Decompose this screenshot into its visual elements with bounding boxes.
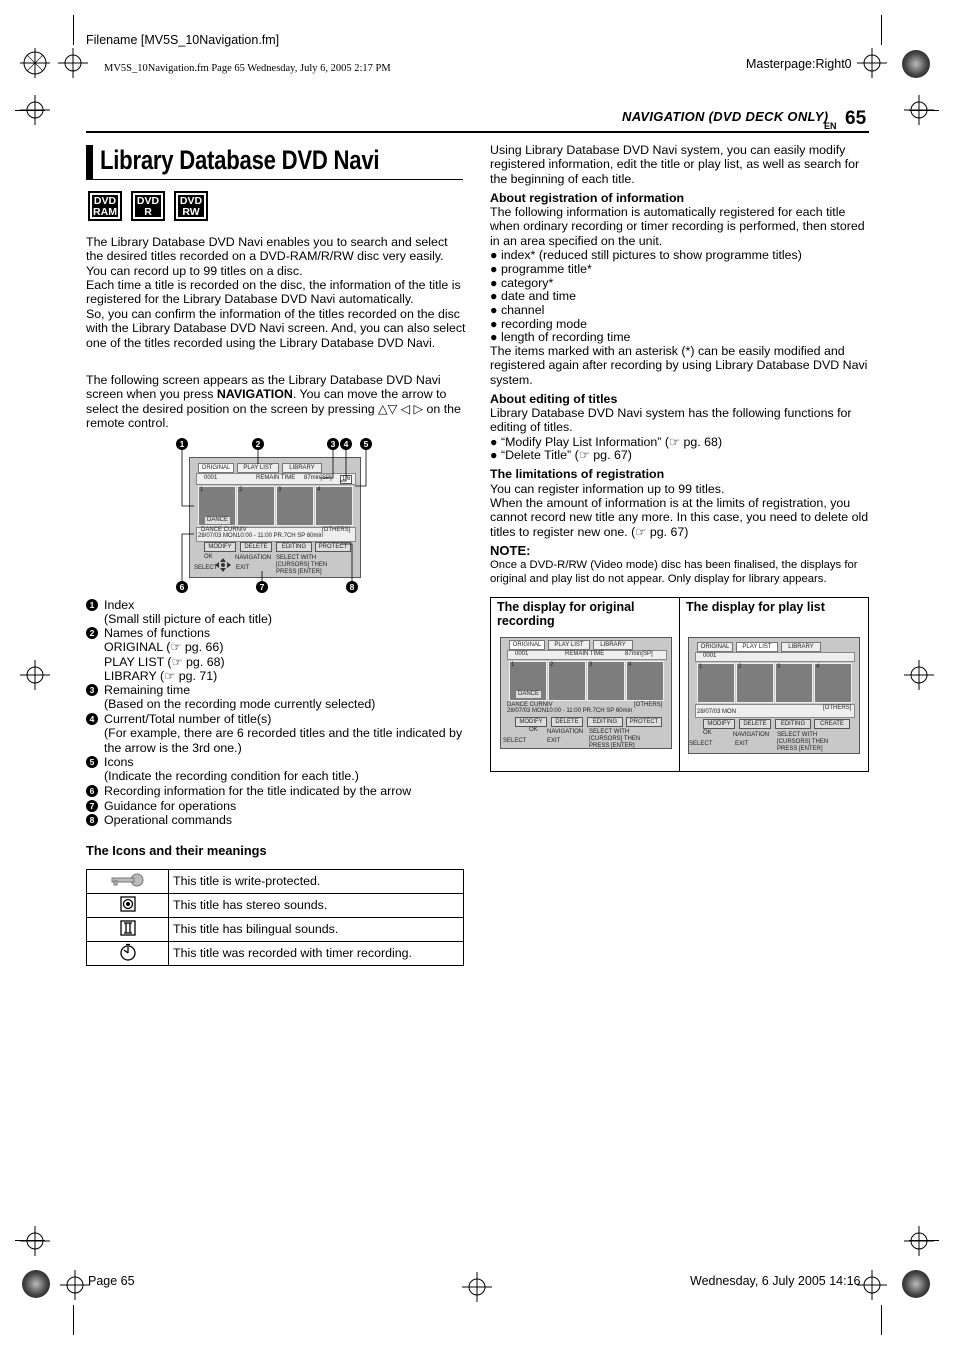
page-number: 65 — [845, 108, 867, 129]
navigation-label: NAVIGATION — [547, 729, 584, 735]
editing-button[interactable]: EDITING — [587, 717, 623, 727]
editing-text: Library Database DVD Navi system has the following functions for editing of titles. — [490, 406, 852, 435]
registration-mark-icon — [904, 1226, 934, 1256]
header-filename: Filename [MV5S_10Navigation.fm] — [86, 33, 280, 47]
guide-text: SELECT WITH [CURSORS] THEN PRESS [ENTER] — [276, 555, 328, 575]
thumbnail-number: 3 — [589, 662, 593, 668]
legend-number: 1 — [86, 599, 98, 611]
list-item: ● index* (reduced still pictures to show programme titles) — [490, 248, 802, 262]
thumbnail[interactable] — [697, 663, 735, 703]
note-text: Once a DVD-R/RW (Video mode) disc has been finalised, the displays for original and play list do not appear. Only display for library appears. — [490, 559, 858, 585]
badge-line: DVD — [179, 195, 203, 207]
thumbnail[interactable] — [626, 661, 664, 701]
list-item-text: index* (reduced still pictures to show programme titles) — [500, 248, 802, 262]
icon-cell — [87, 918, 169, 942]
guide-text: SELECT WITH [CURSORS] THEN PRESS [ENTER] — [589, 729, 641, 749]
thumbnail-number: 4 — [317, 487, 321, 493]
exit-label: EXIT — [236, 565, 250, 571]
callout-6: 6 — [176, 581, 188, 593]
intro-paragraph — [86, 373, 466, 431]
intro-paragraph: Each time a title is recorded on the disc, the information of the title is registered for the Library Database DVD Navi automatically. — [86, 278, 461, 307]
registration-heading: About registration of information — [490, 191, 685, 205]
navigation-label: NAVIGATION — [235, 555, 272, 561]
delete-button[interactable]: DELETE — [551, 717, 583, 727]
tab-library: LIBRARY — [781, 642, 821, 652]
icon-cell — [87, 942, 169, 966]
registration-mark-icon — [857, 48, 887, 78]
list-item: ● “Modify Play List Information” (☞ pg. 68) — [490, 435, 723, 449]
registration-note: The items marked with an asterisk (*) can be easily modified and registered again after recording by using Library Database DVD Navi system. — [490, 344, 868, 387]
note-heading: NOTE: — [490, 543, 531, 558]
list-item: ● “Delete Title” (☞ pg. 67) — [490, 448, 632, 462]
recording-category: [OTHERS] — [322, 527, 351, 533]
modify-button[interactable]: MODIFY — [703, 719, 735, 729]
callout-4: 4 — [340, 438, 352, 450]
disc-info-bar — [695, 652, 855, 662]
list-item: ● recording mode — [490, 317, 588, 331]
tab-original: ORIGINAL — [509, 640, 545, 650]
list-item: ● date and time — [490, 289, 577, 303]
registration-mark-icon — [60, 1270, 90, 1300]
thumbnail-caption: DANCE — [207, 517, 229, 523]
icon-cell — [87, 870, 169, 894]
list-item-text: “Modify Play List Information” (☞ pg. 68) — [500, 435, 723, 449]
registration-mark-icon — [20, 660, 50, 690]
text-span: The following screen appears as the Library Database DVD Navi screen when you press — [86, 373, 441, 402]
limitations-text: When the amount of information is at the limits of registration, you cannot record new title any more. In this case, you need to delete old titles to register new one. (☞ pg. 67) — [490, 496, 869, 539]
create-button[interactable]: CREATE — [814, 719, 850, 729]
thumbnail-number: 2 — [738, 664, 742, 670]
language-tag: EN — [824, 121, 837, 131]
thumbnail-number: 2 — [550, 662, 554, 668]
registration-mark-icon — [904, 95, 934, 125]
legend-label: Current/Total number of title(s) — [104, 712, 272, 726]
list-item: ● channel — [490, 303, 545, 317]
registration-mark-icon — [857, 1270, 887, 1300]
recording-category: [OTHERS] — [634, 702, 663, 708]
navigation-label: NAVIGATION — [733, 732, 770, 738]
callout-3: 3 — [327, 438, 339, 450]
icon-meaning: This title has bilingual sounds. — [169, 918, 464, 942]
legend-label: Icons — [104, 755, 134, 769]
disc-label: 0001 — [515, 651, 529, 657]
legend-number: 3 — [86, 684, 98, 696]
legend-number: 2 — [86, 627, 98, 639]
bilingual-icon — [120, 920, 136, 936]
title-count: 1/6 — [342, 476, 351, 482]
tab-original: ORIGINAL — [697, 642, 733, 652]
legend-sub: LIBRARY (☞ pg. 71) — [104, 669, 218, 684]
registration-mark-icon — [20, 1226, 50, 1256]
modify-button[interactable]: MODIFY — [515, 717, 547, 727]
icon-meaning: This title is write-protected. — [169, 870, 464, 894]
select-label: SELECT — [689, 741, 713, 747]
list-item-text: programme title* — [500, 262, 592, 276]
display-table — [490, 597, 869, 772]
list-item-text: length of recording time — [500, 330, 631, 344]
section-title: NAVIGATION (DVD DECK ONLY) — [622, 109, 829, 124]
thumbnail[interactable] — [548, 661, 586, 701]
icon-cell — [87, 894, 169, 918]
legend-number: 4 — [86, 713, 98, 725]
callout-leaders — [170, 436, 380, 596]
page-title: Library Database DVD Navi — [100, 145, 380, 175]
thumbnail[interactable] — [814, 663, 852, 703]
key-icon — [108, 872, 148, 888]
crop-mark — [881, 15, 882, 45]
thumbnail-caption: DANCE — [518, 691, 540, 697]
icon-meaning: This title has stereo sounds. — [169, 894, 464, 918]
thumbnail[interactable] — [775, 663, 813, 703]
tab-play-list: PLAY LIST — [237, 463, 279, 473]
thumbnail-number: 3 — [278, 487, 282, 493]
editing-button[interactable]: EDITING — [276, 542, 312, 552]
select-label: SELECT — [503, 738, 527, 744]
recording-title: DANCE CURNIV — [507, 702, 553, 708]
registration-mark-icon — [20, 48, 50, 78]
footer-date: Wednesday, 6 July 2005 14:16 — [690, 1274, 861, 1288]
guide-text: SELECT WITH [CURSORS] THEN PRESS [ENTER] — [777, 732, 829, 752]
recording-details: 28/07/03 MON10:00 - 11:00 PR.7CH SP 60min — [198, 533, 324, 539]
legend-number: 6 — [86, 785, 98, 797]
thumbnail-number: 3 — [777, 664, 781, 670]
icons-heading: The Icons and their meanings — [86, 843, 267, 858]
recording-details: 28/07/03 MON10:00 - 11:00 PR.7CH SP 60min — [507, 708, 633, 714]
right-intro: Using Library Database DVD Navi system, you can easily modify registered information, edit the title or play list, as well as search for the beginning of each title. — [490, 143, 860, 186]
crop-mark — [73, 15, 74, 45]
protect-button[interactable]: PROTECT — [626, 717, 662, 727]
playlist-category: [OTHERS] — [823, 705, 852, 711]
badge-line: R — [144, 206, 152, 218]
text-span: . You can move the arrow to select the desired position on the screen by pressing △▽ ◁ ▷ on the remote control. — [86, 387, 461, 431]
callout-5: 5 — [360, 438, 372, 450]
legend-sub: (Small still picture of each title) — [104, 612, 273, 627]
table-row — [87, 942, 464, 966]
color-bar-ball-icon — [22, 1270, 50, 1298]
registration-mark-icon — [20, 95, 50, 125]
legend-sub: (Based on the recording mode currently selected) — [104, 697, 376, 712]
ok-label: OK — [204, 554, 213, 560]
footer-page: Page 65 — [88, 1274, 135, 1288]
thumbnail[interactable] — [736, 663, 774, 703]
legend-sub: ORIGINAL (☞ pg. 66) — [104, 640, 224, 655]
thumbnail-number: 1 — [511, 662, 515, 668]
table-row — [87, 894, 464, 918]
callout-2: 2 — [252, 438, 264, 450]
exit-label: EXIT — [735, 741, 749, 747]
title-bar — [86, 145, 93, 179]
thumbnail-number: 4 — [628, 662, 632, 668]
legend-label: Recording information for the title indicated by the arrow — [104, 784, 412, 798]
callout-1: 1 — [176, 438, 188, 450]
stereo-icon — [120, 896, 136, 912]
crop-mark — [73, 1305, 74, 1335]
icons-table — [86, 869, 464, 966]
disc-label: 0001 — [703, 653, 717, 659]
callout-7: 7 — [256, 581, 268, 593]
intro-paragraph: The Library Database DVD Navi enables you to search and select the desired titles recorded on a DVD-RAM/R/RW disc very easily. You can record up to 99 titles on a disc. — [86, 235, 448, 278]
legend-number: 8 — [86, 814, 98, 826]
select-label: SELECT — [194, 565, 218, 571]
legend-number: 7 — [86, 800, 98, 812]
disc-label: 0001 — [204, 475, 218, 481]
playlist-date: 28/07/03 MON — [697, 709, 737, 715]
thumbnail-number: 1 — [699, 664, 703, 670]
crop-mark — [881, 1305, 882, 1335]
display-original-cell — [491, 598, 680, 772]
tab-library: LIBRARY — [593, 640, 633, 650]
registration-text: The following information is automatically registered for each title when ordinary recording or timer recording is performed, then stored in an area specified on the unit. — [490, 205, 865, 248]
thumbnail[interactable] — [587, 661, 625, 701]
remain-label: REMAIN TIME — [565, 651, 605, 657]
delete-button[interactable]: DELETE — [739, 719, 771, 729]
badge-line: RAM — [93, 206, 117, 218]
ok-label: OK — [703, 730, 712, 736]
ok-label: OK — [529, 727, 538, 733]
thumbnail-number: 4 — [816, 664, 820, 670]
tab-play-list: PLAY LIST — [548, 640, 590, 650]
dvd-ram-badge — [88, 191, 122, 221]
color-bar-ball-icon — [902, 50, 930, 78]
header-subline: MV5S_10Navigation.fm Page 65 Wednesday, July 6, 2005 2:17 PM — [104, 63, 391, 74]
tab-play-list: PLAY LIST — [736, 642, 778, 652]
thumbnail[interactable] — [509, 661, 547, 701]
legend-sub: (For example, there are 6 recorded titles and the title indicated by the arrow is the 3rd one.) — [104, 726, 463, 755]
list-item: ● length of recording time — [490, 330, 631, 344]
display-playlist-cell — [680, 598, 869, 772]
callout-8: 8 — [346, 581, 358, 593]
protect-button[interactable]: PROTECT — [315, 542, 351, 552]
registration-mark-icon — [462, 1272, 492, 1302]
table-row — [87, 870, 464, 894]
dvd-rw-badge — [174, 191, 208, 221]
registration-mark-icon — [904, 660, 934, 690]
tab-original: ORIGINAL — [198, 463, 234, 473]
modify-button[interactable]: MODIFY — [204, 542, 236, 552]
registration-mark-icon — [58, 48, 88, 78]
list-item: ● programme title* — [490, 262, 592, 276]
original-screen — [500, 637, 672, 749]
display-playlist-heading: The display for play list — [686, 600, 825, 614]
legend-label: Operational commands — [104, 813, 233, 827]
badge-line: DVD — [93, 195, 117, 207]
header-masterpage: Masterpage:Right0 — [746, 57, 852, 71]
color-bar-ball-icon — [902, 1270, 930, 1298]
navigation-keyword: NAVIGATION — [216, 387, 293, 402]
thumbnail-number: 1 — [200, 487, 204, 493]
tab-library: LIBRARY — [282, 463, 322, 473]
legend-sub: PLAY LIST (☞ pg. 68) — [104, 654, 225, 669]
limitations-heading: The limitations of registration — [490, 467, 665, 481]
editing-button[interactable]: EDITING — [775, 719, 811, 729]
exit-label: EXIT — [547, 738, 561, 744]
display-original-heading: The display for original recording — [497, 600, 635, 628]
list-item-text: channel — [500, 303, 545, 317]
badge-line: RW — [182, 206, 200, 218]
remain-value: 87min[SP] — [625, 651, 653, 657]
list-item-text: category* — [500, 276, 554, 290]
playlist-screen — [688, 637, 860, 754]
legend-number: 5 — [86, 756, 98, 768]
legend-label: Remaining time — [104, 683, 191, 697]
list-item-text: recording mode — [500, 317, 588, 331]
editing-heading: About editing of titles — [490, 392, 618, 406]
title-underline — [86, 179, 463, 180]
icon-meaning: This title was recorded with timer recording. — [169, 942, 464, 966]
intro-paragraph: So, you can confirm the information of the titles recorded on the disc with the Library Database DVD Navi screen. And, you can also select one of the titles recorded using the Library Database DVD Navi. — [86, 307, 466, 350]
remain-label: REMAIN TIME — [256, 475, 296, 481]
legend-sub: (Indicate the recording condition for each title.) — [104, 769, 359, 784]
limitations-text: You can register information up to 99 titles. — [490, 482, 725, 496]
list-item-text: date and time — [500, 289, 577, 303]
delete-button[interactable]: DELETE — [240, 542, 272, 552]
list-item-text: “Delete Title” (☞ pg. 67) — [500, 448, 632, 462]
recording-title: DANCE CURNIV — [201, 527, 247, 533]
header-rule — [86, 131, 869, 133]
timer-icon — [119, 943, 137, 961]
table-row — [87, 918, 464, 942]
legend-label: Guidance for operations — [104, 799, 237, 813]
legend-label: Names of functions — [104, 626, 211, 640]
remain-value: 87min[SP] — [304, 475, 332, 481]
dvd-r-badge — [131, 191, 165, 221]
legend-label: Index — [104, 598, 135, 612]
thumbnail-number: 2 — [239, 487, 243, 493]
list-item: ● category* — [490, 276, 554, 290]
badge-line: DVD — [136, 195, 160, 207]
